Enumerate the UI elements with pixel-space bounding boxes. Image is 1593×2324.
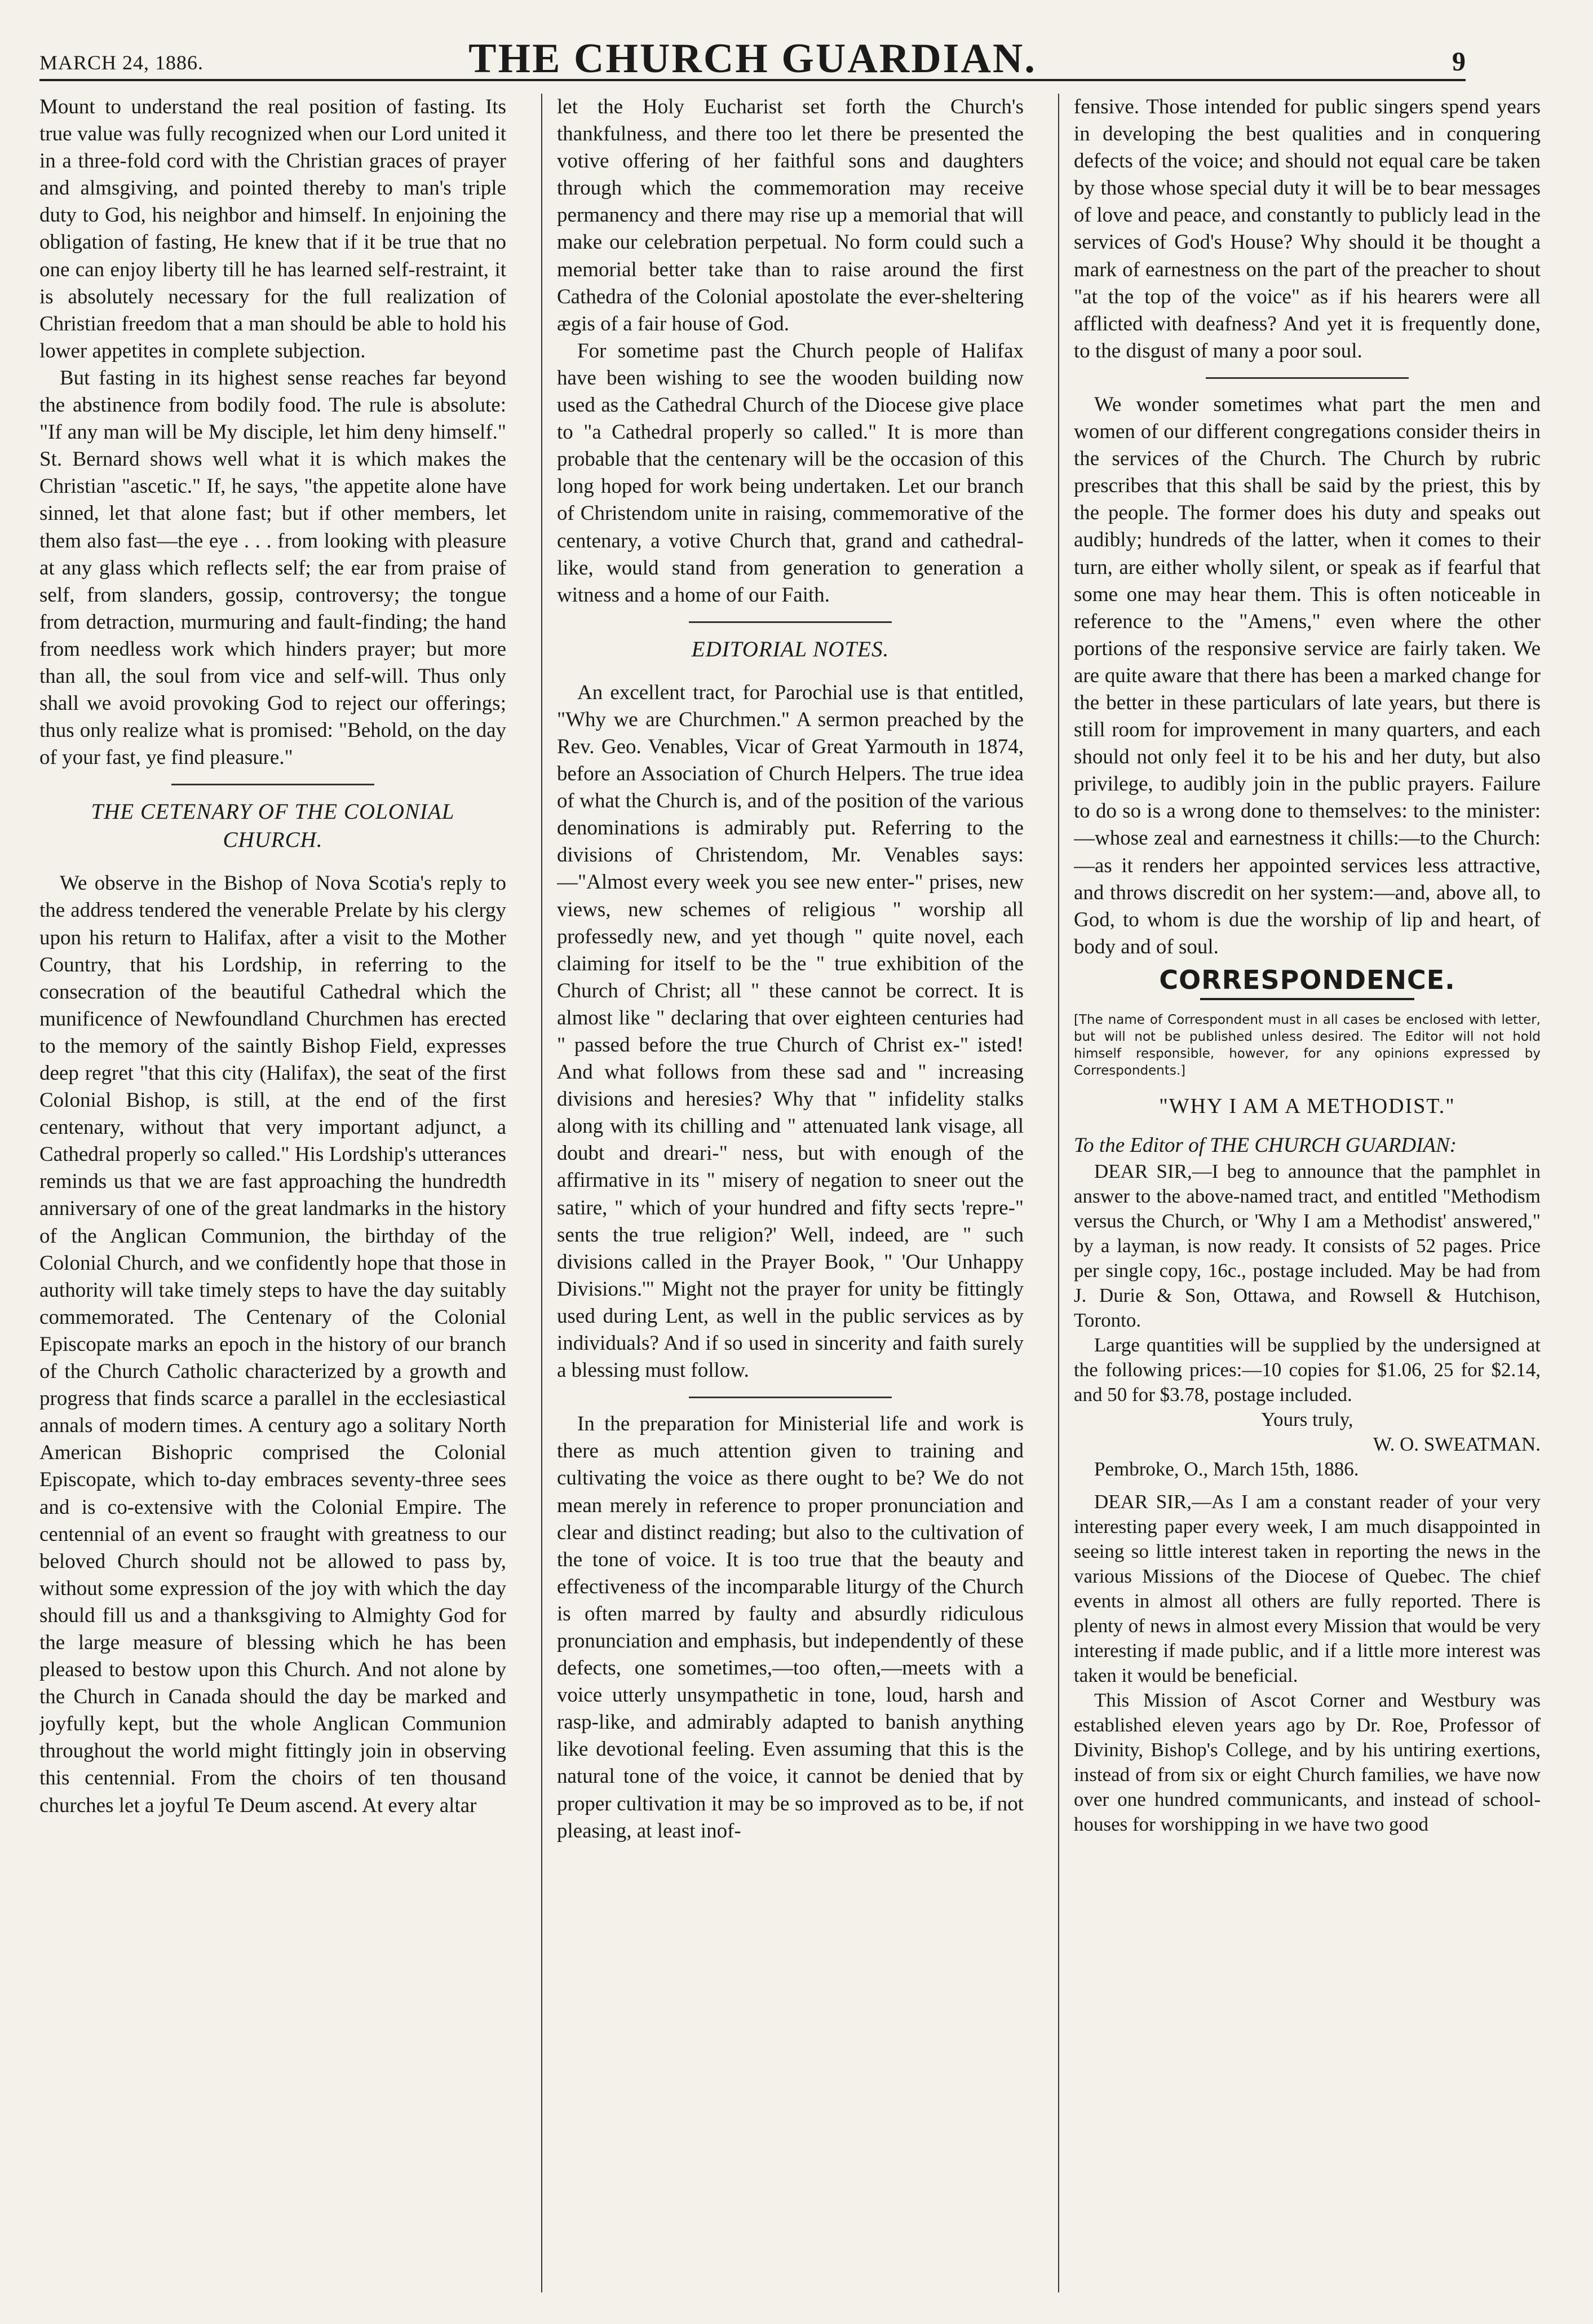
- paragraph: For sometime past the Church people of Halifax have been wishing to see the wooden building now used as the Cathedral Church of the Diocese give place to "a Cathedral properly so called." It is more than probable that the centenary will be the occasion of this long hoped for work being undertaken. Let our branch of Christendom unite in raising, commemorative of the centenary, a votive Church that, grand and cathedral-like, would stand from generation to generation a witness and a home of our Faith.: [557, 339, 1024, 607]
- editorial-note: [The name of Correspondent must in all cases be enclosed with letter, but will not be published unless desired. The Editor will not hold himself responsible, however, for any opinions expressed by Correspondents.]: [1074, 1013, 1541, 1078]
- letter-title: "WHY I AM A METHODIST.": [1159, 1094, 1455, 1118]
- article-heading: THE CETENARY OF THE COLONIAL CHURCH.: [91, 799, 455, 852]
- dateline: Pembroke, O., March 15th, 1886.: [1094, 1458, 1359, 1481]
- paragraph: fensive. Those intended for public singers spend years in developing the best qualities and in conquering defects of the voice; and should not equal care be taken by those whose special duty it will be to bear messages of love and peace, and constantly to publicly lead in the services of God's House? Why should it be thought a mark of earnestness on the part of the preacher to shout "at the top of the voice" as if his hearers were all afflicted with deafness? And yet it is frequently done, to the disgust of many a poor soul.: [1074, 95, 1541, 363]
- divider-rule: [1206, 377, 1409, 379]
- column-1: [39, 94, 506, 2292]
- paragraph: DEAR SIR,—I beg to announce that the pamphlet in answer to the above-named tract, and entitled "Methodism versus the Church, or 'Why I am a Methodist' answered," by a layman, is now ready. It consists of 52 pages. Price per single copy, 16c., postage included. May be had from J. Durie & Son, Ottawa, and Rowsell & Hutchison, Toronto.: [1074, 1160, 1541, 1332]
- article-heading: EDITORIAL NOTES.: [691, 637, 890, 661]
- masthead: [39, 25, 1466, 81]
- paragraph: let the Holy Eucharist set forth the Church's thankfulness, and there too let there be presented the votive offering of her faithful sons and daughters through which the commemoration may receive permanency and there may rise up a memorial that will make our celebration perpetual. No form could such a memorial better take than to raise around the first Cathedra of the Colonial apostolate the ever-sheltering ægis of a fair house of God.: [557, 95, 1024, 335]
- letter-body: [1074, 1159, 1541, 1837]
- paragraph: This Mission of Ascot Corner and Westbury was established eleven years ago by Dr. Roe, Professor of Divinity, Bishop's College, and by his untiring exertions, instead of from six or eight Church families, we have now over one hundred communicants, and instead of school-houses for worshipping in we have two good: [1074, 1689, 1541, 1836]
- paragraph: But fasting in its highest sense reaches far beyond the abstinence from bodily food. The rule is absolute: "If any man will be My disciple, let him deny himself." St. Bernard shows well what it is which makes the Christian "ascetic." If, he says, "the appetite alone have sinned, let that alone fast; but if other members, let them also fast—the eye . . . from looking with pleasure at any glass which reflects self; the ear from praise of self, from slanders, gossip, controversy; the tongue from detraction, murmuring and fault-finding; the hand from needless work which hinders prayer; but more than all, the soul from vice and self-will. Thus only shall we avoid provoking God to reject our offerings; thus only realize what is promised: "Behold, on the day of your fast, ye find pleasure.": [39, 366, 506, 770]
- divider-rule: [689, 1397, 892, 1398]
- newspaper-title: THE CHURCH GUARDIAN.: [468, 36, 1037, 82]
- column-divider: [541, 94, 542, 2292]
- paragraph: DEAR SIR,—As I am a constant reader of your very interesting paper every week, I am much disappointed in seeing so little interest taken in reporting the news in the various Missions of the Diocese of Quebec. The chief events in almost all others are fully reported. There is plenty of news in almost every Mission that would be very interesting if made public, and if a little more interest was taken it would be beneficial.: [1074, 1491, 1541, 1687]
- page-number: 9: [1452, 47, 1466, 77]
- column-divider: [1058, 94, 1059, 2292]
- paragraph: Mount to understand the real position of fasting. Its true value was fully recognized when our Lord united it in a three-fold cord with the Christian graces of prayer and almsgiving, and pointed thereby to man's triple duty to God, his neighbor and himself. In enjoining the obligation of fasting, He knew that if it be true that no one can enjoy liberty till he has learned self-restraint, it is absolutely necessary for the full realization of Christian freedom that a man should be able to hold his lower appetites in complete subjection.: [39, 95, 506, 363]
- divider-rule: [689, 621, 892, 623]
- section-heading: CORRESPONDENCE.: [1159, 964, 1455, 995]
- paragraph: We observe in the Bishop of Nova Scotia's reply to the address tendered the venerable Prelate by his clergy upon his return to Halifax, after a visit to the Mother Country, that his Lordship, in referring to the consecration of the beautiful Cathedral which the munificence of Newfoundland Churchmen has erected to the memory of the saintly Bishop Field, expresses deep regret "that this city (Halifax), the seat of the first Colonial Bishop, is still, at the end of the first centenary, without that very important adjunct, a Cathedral properly so called." His Lordship's utterances reminds us that we are fast approaching the hundredth anniversary of one of the great landmarks in the history of the Anglican Communion, the birthday of the Colonial Church, and we confidently hope that those in authority will take timely steps to have the day suitably commemorated. The Centenary of the Colonial Episcopate marks an epoch in the history of our branch of the Church Catholic characterized by a growth and progress that finds scarce a parallel in the ecclesiastical annals of modern times. A century ago a solitary North American Bishopric comprised the Colonial Episcopate, which to-day embraces seventy-three sees and is co-extensive with the Colonial Empire. The centennial of an event so fraught with greatness to our beloved Church should not be allowed to pass by, without some expression of the joy with which the day should fill us and a thanksgiving to Almighty God for the large measure of blessing which he has been pleased to bestow upon this Church. And not alone by the Church in Canada should the day be marked and joyfully kept, but the whole Anglican Communion throughout the world might fittingly join in observing this centennial. From the choirs of ten thousand churches let a joyful Te Deum ascend. At every altar: [39, 872, 506, 1817]
- letter-salutation: To the Editor of THE CHURCH GUARDIAN:: [1074, 1134, 1457, 1157]
- paragraph: We wonder sometimes what part the men and women of our different congregations consider theirs in the services of the Church. The Church by rubric prescribes that this shall be said by the priest, this by the people. The former does his duty and speaks out audibly; hundreds of the latter, when it comes to their turn, are either wholly silent, or speak as if fearful that some one may hear them. This is often noticeable in reference to the "Amens," even where the other portions of the responsive service are fairly taken. We are quite aware that there has been a marked change for the better in these particulars of late years, but there is still room for improvement in many quarters, and each should not only feel it to be his and her duty, but also privilege, to audibly join in the public prayers. Failure to do so is a wrong done to themselves: to the minister:—whose zeal and earnestness it chills:—to the Church:—as it renders her appointed services less attractive, and throws discredit on her system:—and, above all, to God, to whom is due the worship of lip and heart, of body and of soul.: [1074, 392, 1541, 958]
- closing: Yours truly,: [1261, 1408, 1353, 1431]
- divider-rule: [171, 784, 374, 785]
- column-3: [1074, 94, 1541, 2292]
- issue-date: MARCH 24, 1886.: [39, 51, 204, 74]
- column-2: [557, 94, 1024, 2292]
- paragraph: In the preparation for Ministerial life and work is there as much attention given to training and cultivating the voice as there ought to be? We do not mean merely in reference to proper pronunciation and clear and distinct reading; but also to the cultivation of the tone of voice. It is too true that the beauty and effectiveness of the incomparable liturgy of the Church is often marred by faulty and absurdly ridiculous pronunciation and emphasis, but independently of these defects, one sometimes,—too often,—meets with a voice utterly unsympathetic in tone, loud, harsh and rasp-like, and admirably adapted to banish anything like devotional feeling. Even assuming that this is the natural tone of the voice, it cannot be denied that by proper cultivation it may be so improved as to be, if not pleasing, at least inof-: [557, 1412, 1024, 1843]
- heading-bar: [1200, 998, 1414, 1000]
- paragraph: Large quantities will be supplied by the undersigned at the following prices:—10 copies for $1.06, 25 for $2.14, and 50 for $3.78, postage included.: [1074, 1334, 1541, 1406]
- signature: W. O. SWEATMAN.: [1373, 1433, 1541, 1456]
- paragraph: An excellent tract, for Parochial use is that entitled, "Why we are Churchmen." A sermon preached by the Rev. Geo. Venables, Vicar of Great Yarmouth in 1874, before an Association of Church Helpers. The true idea of what the Church is, and of the position of the various denominations is admirably put. Referring to the divisions of Christendom, Mr. Venables says:—"Almost every week you see new enter-" prises, new views, new schemes of religious " worship all professedly new, and yet though " quite novel, each claiming for itself to be the " true exhibition of the Church of Christ; all " these cannot be correct. It is almost like " declaring that over eighteen centuries had " passed before the true Church of Christ ex-" isted! And what follows from these sad and " increasing divisions and heresies? Why that " infidelity stalks along with its chilling and " attenuated lank visage, all doubt and dreari-" ness, but with enough of the affirmative in its " misery of negation to sneer out the satire, " which of your hundred and fifty sects 'repre-" sents the true religion?' Well, indeed, are " such divisions called in the Prayer Book, " 'Our Unhappy Divisions.'" Might not the prayer for unity be fittingly used during Lent, as well in the public services as by individuals? And if so used in sincerity and faith surely a blessing must follow.: [557, 681, 1024, 1382]
